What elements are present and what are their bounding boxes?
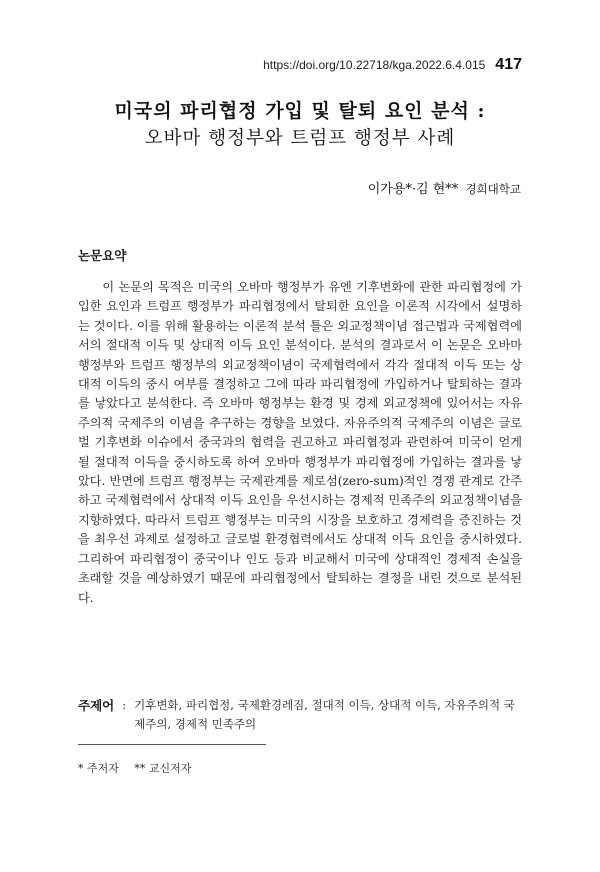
footnote-divider [78, 744, 266, 745]
abstract-heading: 논문요약 [78, 248, 127, 263]
keywords-colon: : [122, 698, 127, 712]
author-affiliation: 경희대학교 [465, 182, 521, 196]
paper-title: 미국의 파리협정 가입 및 탈퇴 요인 분석 : [114, 100, 486, 122]
footnotes [78, 760, 191, 776]
author-names: 이가용*·김 현** [367, 182, 459, 197]
author-line [368, 178, 521, 197]
doi-link[interactable]: https://doi.org/10.22718/kga.2022.6.4.015 [263, 58, 486, 72]
paper-subtitle: 오바마 행정부와 트럼프 행정부 사례 [144, 128, 456, 149]
keywords-label: 주제어 [78, 698, 115, 713]
page-number: 417 [495, 56, 522, 73]
page-header [263, 56, 522, 74]
keywords-list: 기후변화, 파리협정, 국제환경레짐, 절대적 이득, 상대적 이득, 자유주의적 국제주의, 경제적 민족주의 [134, 698, 515, 731]
abstract-body: 이 논문의 목적은 미국의 오바마 행정부가 유엔 기후변화에 관한 파리협정에 가입한 요인과 트럼프 행정부가 파리협정에서 탈퇴한 요인을 이론적 시각에서 설명하는 것이다. 이를 위해 활용하는 이론적 분석 틀은 외교정책이념 접근법과 국제협력에서의 절대적 이득 및 상대적 이득 요인 분석이다. 분석의 결과로서 이 논문은 오바마 행정부와 트럼프 행정부의 외교정책이념이 국제협력에서 각각 절대적 이득 또는 상대적 이득의 중시 여부를 결정하고 그에 따라 파리협정에 가입하거나 탈퇴하는 결과를 낳았다고 분석한다. 즉 오바마 행정부는 환경 및 경제 외교정책에 있어서는 자유주의적 국제주의 이념을 추구하는 경향을 보였다. 자유주의적 국제주의 이념은 글로벌 기후변화 이슈에서 중국과의 협력을 권고하고 파리협정과 관련하여 미국이 얻게 될 절대적 이득을 중시하도록 하여 오바마 행정부가 파리협정에 가입하는 결과를 낳았다. 반면에 트럼프 행정부는 국제관계를 제로섬(zero-sum)적인 경쟁 관계로 간주하고 국제협력에서 상대적 이득 요인을 우선시하는 경제적 민족주의 외교정책이념을 지향하였다. 따라서 트럼프 행정부는 미국의 시장을 보호하고 경제력을 증진하는 것을 최우선 과제로 설정하고 글로벌 환경협력에서도 상대적 이득 요인을 중시하였다. 그리하여 파리협정이 중국이나 인도 등과 비교해서 미국에 상대적인 경제적 손실을 초래할 것을 예상하였기 때문에 파리협정에서 탈퇴하는 결정을 내린 것으로 분석된다. [78, 280, 522, 605]
footnote-corresponding-author: ** 교신저자 [134, 762, 192, 775]
keywords-section [78, 696, 522, 734]
footnote-main-author: * 주저자 [78, 762, 119, 775]
